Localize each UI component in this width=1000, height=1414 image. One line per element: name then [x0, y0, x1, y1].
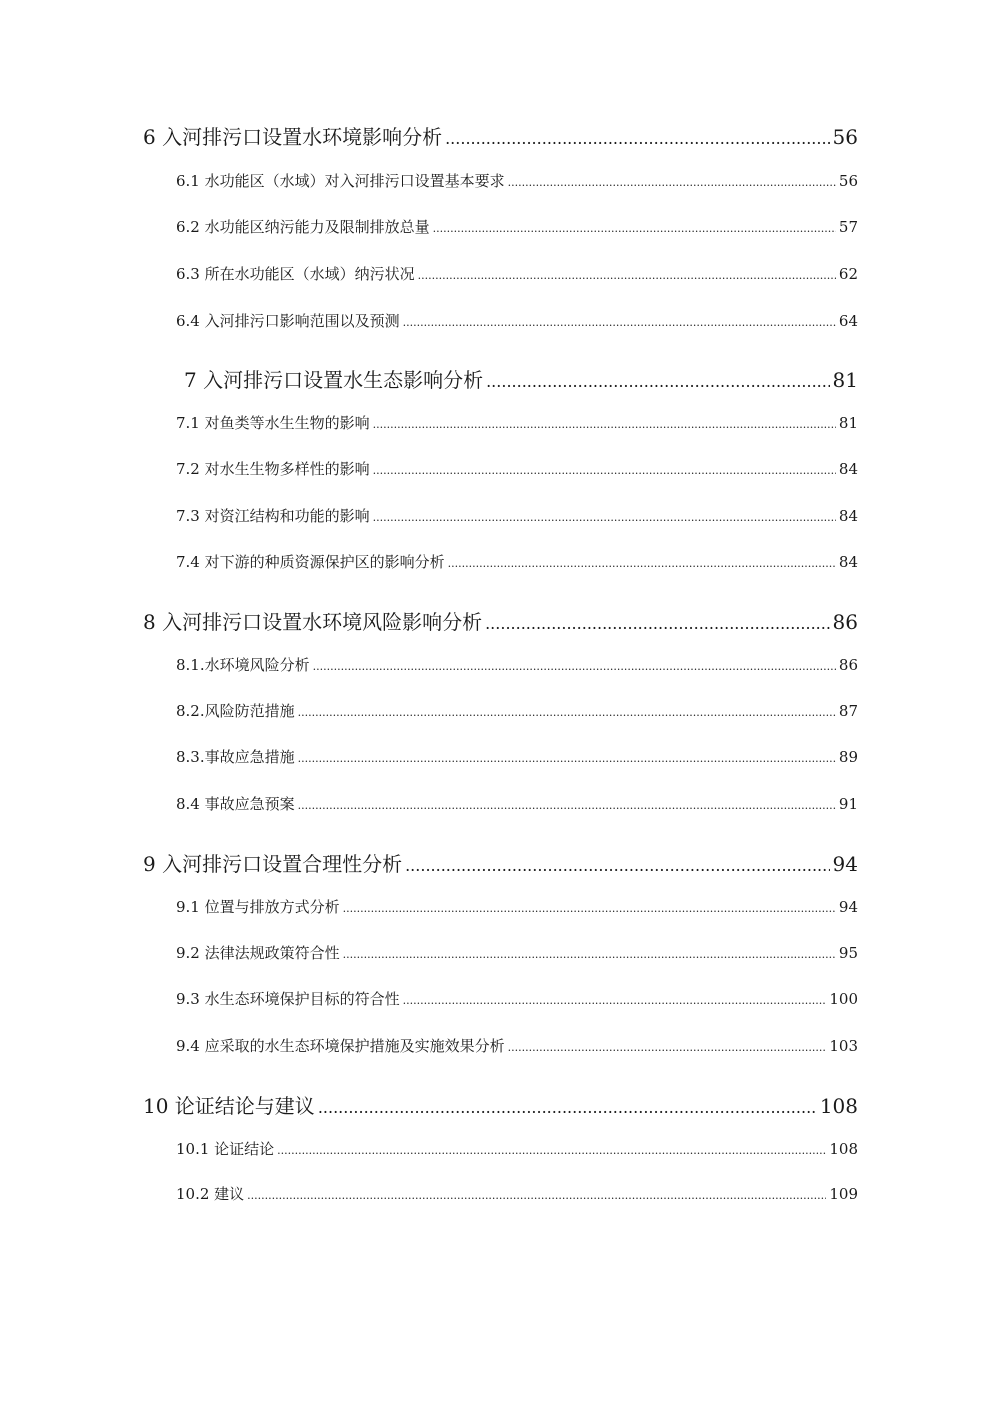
toc-dot-leader — [313, 656, 836, 674]
toc-page-number: 86 — [832, 610, 858, 634]
toc-section-entry[interactable] — [176, 216, 858, 238]
toc-entry-title: 9.2 法律法规政策符合性 — [176, 944, 340, 962]
toc-page-number: 57 — [838, 218, 858, 236]
toc-entry-title: 10.1 论证结论 — [176, 1140, 275, 1158]
toc-entry-title: 9.3 水生态环境保护目标的符合性 — [176, 990, 400, 1008]
toc-section-entry[interactable] — [176, 1138, 858, 1160]
toc-dot-leader — [298, 748, 836, 766]
toc-dot-leader — [405, 852, 829, 876]
toc-section-entry[interactable] — [176, 1035, 858, 1057]
toc-page-number: 108 — [819, 1094, 858, 1118]
toc-page-number: 91 — [838, 795, 858, 813]
toc-entry-title: 8.3.事故应急措施 — [176, 748, 295, 766]
toc-page-number: 81 — [838, 414, 858, 432]
toc-dot-leader — [298, 702, 836, 720]
toc-dot-leader — [508, 1037, 827, 1055]
toc-dot-leader — [343, 944, 836, 962]
toc-chapter-entry[interactable] — [143, 606, 858, 634]
toc-chapter-entry[interactable] — [184, 364, 858, 392]
toc-dot-leader — [373, 460, 836, 478]
toc-section-entry[interactable] — [176, 1183, 858, 1205]
toc-section-entry[interactable] — [176, 263, 858, 285]
toc-entry-title: 7.4 对下游的种质资源保护区的影响分析 — [176, 553, 445, 571]
toc-entry-title: 8.2.风险防范措施 — [176, 702, 295, 720]
toc-dot-leader — [485, 610, 829, 634]
toc-page-number: 109 — [829, 1185, 858, 1203]
toc-dot-leader — [418, 265, 836, 283]
toc-section-entry[interactable] — [176, 746, 858, 768]
toc-entry-title: 10.2 建议 — [176, 1185, 245, 1203]
toc-dot-leader — [486, 368, 829, 392]
toc-dot-leader — [448, 553, 836, 571]
toc-entry-title: 7 入河排污口设置水生态影响分析 — [184, 368, 484, 392]
toc-page-number: 81 — [832, 368, 858, 392]
toc-chapter-entry[interactable] — [143, 121, 858, 149]
toc-entry-title: 9.1 位置与排放方式分析 — [176, 898, 340, 916]
toc-page-number: 94 — [832, 852, 858, 876]
toc-section-entry[interactable] — [176, 700, 858, 722]
toc-page-number: 89 — [838, 748, 858, 766]
toc-page-number: 94 — [838, 898, 858, 916]
toc-dot-leader — [247, 1185, 826, 1203]
toc-dot-leader — [373, 414, 836, 432]
toc-section-entry[interactable] — [176, 412, 858, 434]
toc-dot-leader — [318, 1094, 817, 1118]
toc-chapter-entry[interactable] — [143, 848, 858, 876]
toc-page-number: 56 — [838, 172, 858, 190]
toc-entry-title: 9 入河排污口设置合理性分析 — [143, 852, 403, 876]
toc-page-number: 87 — [838, 702, 858, 720]
toc-entry-title: 7.3 对资江结构和功能的影响 — [176, 507, 370, 525]
toc-section-entry[interactable] — [176, 170, 858, 192]
toc-dot-leader — [373, 507, 836, 525]
toc-page-number: 84 — [838, 553, 858, 571]
toc-entry-title: 6.2 水功能区纳污能力及限制排放总量 — [176, 218, 430, 236]
toc-page-number: 100 — [829, 990, 858, 1008]
toc-dot-leader — [508, 172, 836, 190]
toc-page-number: 56 — [832, 125, 858, 149]
toc-entry-title: 8.1.水环境风险分析 — [176, 656, 310, 674]
toc-page-number: 84 — [838, 460, 858, 478]
toc-dot-leader — [445, 125, 829, 149]
toc-section-entry[interactable] — [176, 458, 858, 480]
toc-dot-leader — [277, 1140, 826, 1158]
toc-entry-title: 10 论证结论与建议 — [143, 1094, 315, 1118]
toc-dot-leader — [433, 218, 836, 236]
toc-chapter-entry[interactable] — [143, 1090, 858, 1118]
toc-section-entry[interactable] — [176, 654, 858, 676]
toc-dot-leader — [403, 990, 827, 1008]
toc-entry-title: 9.4 应采取的水生态环境保护措施及实施效果分析 — [176, 1037, 505, 1055]
toc-section-entry[interactable] — [176, 793, 858, 815]
toc-dot-leader — [403, 312, 836, 330]
toc-page-number: 64 — [838, 312, 858, 330]
toc-page-number: 95 — [838, 944, 858, 962]
toc-page-number: 86 — [838, 656, 858, 674]
toc-entry-title: 6.1 水功能区（水域）对入河排污口设置基本要求 — [176, 172, 505, 190]
toc-page-number: 108 — [829, 1140, 858, 1158]
toc-entry-title: 6 入河排污口设置水环境影响分析 — [143, 125, 443, 149]
toc-section-entry[interactable] — [176, 988, 858, 1010]
toc-dot-leader — [343, 898, 836, 916]
toc-section-entry[interactable] — [176, 942, 858, 964]
toc-entry-title: 6.3 所在水功能区（水域）纳污状况 — [176, 265, 415, 283]
toc-entry-title: 8 入河排污口设置水环境风险影响分析 — [143, 610, 483, 634]
toc-page-number: 84 — [838, 507, 858, 525]
toc-section-entry[interactable] — [176, 505, 858, 527]
toc-entry-title: 6.4 入河排污口影响范围以及预测 — [176, 312, 400, 330]
toc-section-entry[interactable] — [176, 551, 858, 573]
toc-section-entry[interactable] — [176, 310, 858, 332]
toc-entry-title: 8.4 事故应急预案 — [176, 795, 295, 813]
toc-section-entry[interactable] — [176, 896, 858, 918]
toc-page-number: 103 — [829, 1037, 858, 1055]
toc-dot-leader — [298, 795, 836, 813]
toc-entry-title: 7.2 对水生生物多样性的影响 — [176, 460, 370, 478]
toc-entry-title: 7.1 对鱼类等水生生物的影响 — [176, 414, 370, 432]
toc-page-number: 62 — [838, 265, 858, 283]
